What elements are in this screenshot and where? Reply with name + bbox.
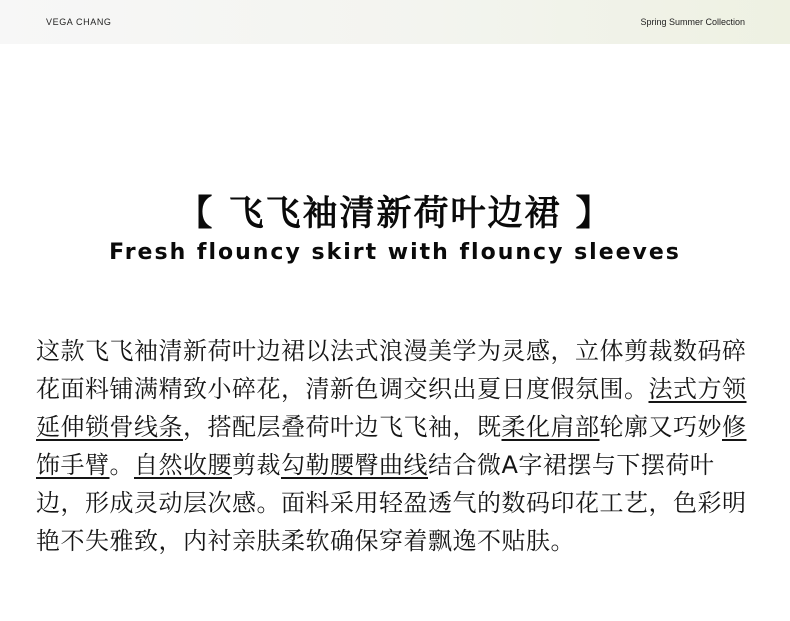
- description-highlight-neckline: 法式方领延伸锁骨线条: [36, 375, 747, 441]
- description-text: 剪裁: [232, 451, 281, 479]
- description-text: ，搭配层叠荷叶边飞飞袖，既: [183, 413, 502, 441]
- collection-label: Spring Summer Collection: [640, 17, 745, 27]
- description-text: 这款飞飞袖清新荷叶边裙以法式浪漫美学为灵感，立体剪裁数码碎花面料铺满精致小碎花，清新色调交织出夏日度假氛围。: [36, 337, 747, 403]
- description-highlight-curve: 勾勒腰臀曲线: [281, 451, 428, 479]
- brand-name: VEGA CHANG: [46, 17, 112, 27]
- description-highlight-waist: 自然收腰: [134, 451, 232, 479]
- product-description: [36, 332, 762, 560]
- top-banner: [0, 0, 790, 44]
- description-highlight-arm: 修饰手臂: [36, 413, 747, 479]
- description-text: 。: [109, 451, 134, 479]
- product-title-english: Fresh flouncy skirt with flouncy sleeves: [109, 240, 681, 265]
- product-title-chinese: 【 飞飞袖清新荷叶边裙 】: [177, 194, 613, 234]
- description-text: 结合微A字裙摆与下摆荷叶边，形成灵动层次感。面料采用轻盈透气的数码印花工艺，色彩明艳不失雅致，内衬亲肤柔软确保穿着飘逸不贴肤。: [36, 451, 747, 555]
- description-text: 轮廓又巧妙: [599, 413, 722, 441]
- description-highlight-shoulder: 柔化肩部: [501, 413, 600, 441]
